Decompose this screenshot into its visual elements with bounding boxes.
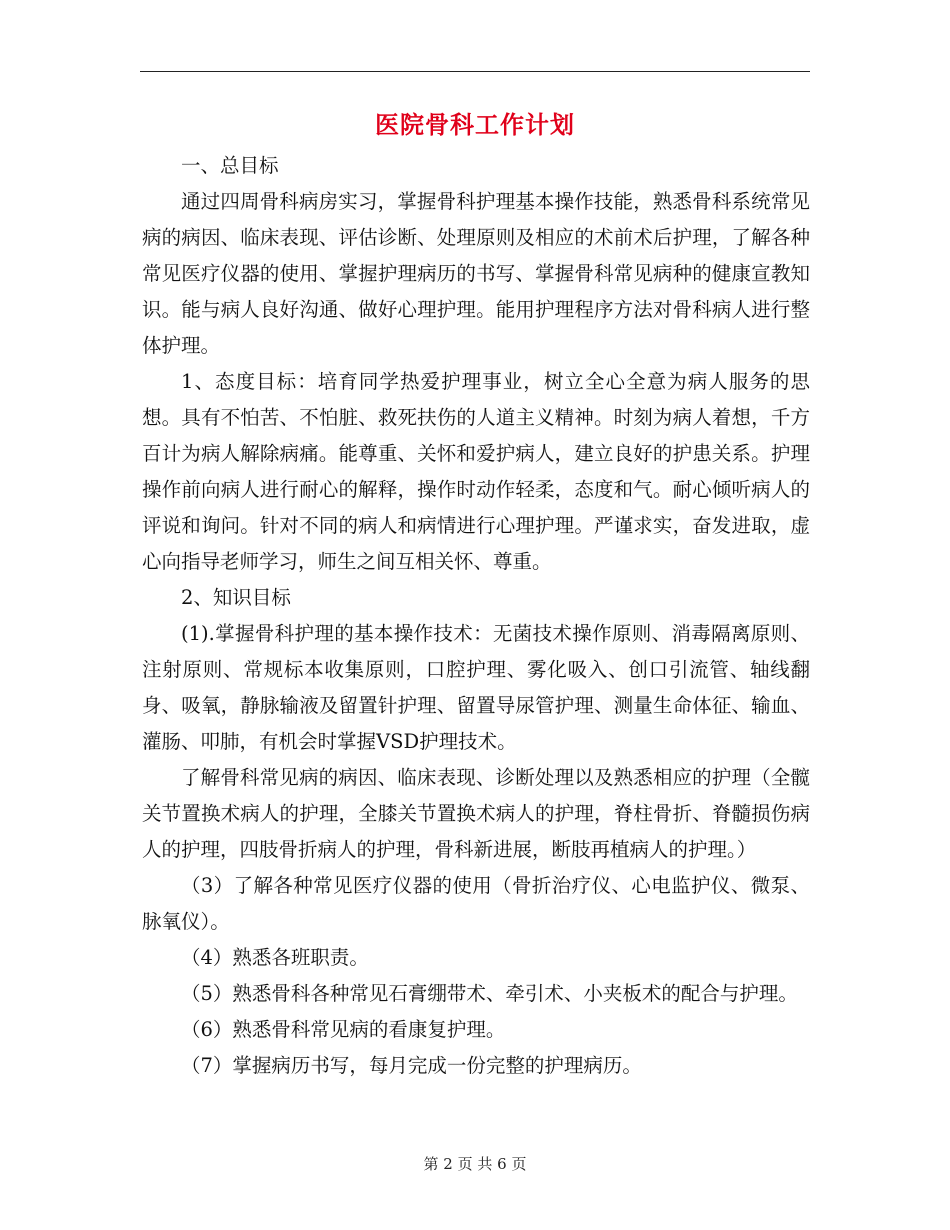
paragraph-item-6: （6）熟悉骨科常见病的看康复护理。: [181, 1018, 506, 1041]
document-body: [142, 148, 810, 1084]
section-heading-overall-goal: 一、总目标: [181, 154, 279, 177]
document-title: 医院骨科工作计划: [375, 110, 575, 139]
paragraph-common-diseases: 了解骨科常见病的病因、临床表现、诊断处理以及熟悉相应的护理（全髋关节置换术病人的护理，全膝关节置换术病人的护理，脊柱骨折、脊髓损伤病人的护理，四肢骨折病人的护理，骨科新进展，断肢再植病人的护理。）: [142, 766, 810, 861]
paragraph-attitude-goal: 1、态度目标：培育同学热爱护理事业，树立全心全意为病人服务的思想。具有不怕苦、不怕脏、救死扶伤的人道主义精神。时刻为病人着想，千方百计为病人解除病痛。能尊重、关怀和爱护病人，建立良好的护患关系。护理操作前向病人进行耐心的解释，操作时动作轻柔，态度和气。耐心倾听病人的评说和询问。针对不同的病人和病情进行心理护理。严谨求实，奋发进取，虚心向指导老师学习，师生之间互相关怀、尊重。: [142, 370, 810, 573]
paragraph-overall-goal: 通过四周骨科病房实习，掌握骨科护理基本操作技能，熟悉骨科系统常见病的病因、临床表现、评估诊断、处理原则及相应的术前术后护理，了解各种常见医疗仪器的使用、掌握护理病历的书写、掌握骨科常见病种的健康宣教知识。能与病人良好沟通、做好心理护理。能用护理程序方法对骨科病人进行整体护理。: [142, 190, 810, 357]
page-footer: 第 2 页 共 6 页: [423, 1155, 527, 1173]
paragraph-item-3: （3）了解各种常见医疗仪器的使用（骨折治疗仪、心电监护仪、微泵、脉氧仪）。: [142, 874, 810, 933]
paragraph-item-5: （5）熟悉骨科各种常见石膏绷带术、牵引术、小夹板术的配合与护理。: [181, 982, 798, 1005]
paragraph-basic-skills: (1).掌握骨科护理的基本操作技术：无菌技术操作原则、消毒隔离原则、注射原则、常规标本收集原则，口腔护理、雾化吸入、创口引流管、轴线翻身、吸氧，静脉输液及留置针护理、留置导尿管护理、测量生命体征、输血、灌肠、叩肺，有机会时掌握VSD护理技术。: [142, 622, 810, 753]
paragraph-item-4: （4）熟悉各班职责。: [181, 946, 369, 969]
paragraph-item-7: （7）掌握病历书写，每月完成一份完整的护理病历。: [181, 1054, 642, 1077]
section-heading-knowledge-goal: 2、知识目标: [181, 586, 291, 609]
header-rule: [140, 71, 810, 72]
